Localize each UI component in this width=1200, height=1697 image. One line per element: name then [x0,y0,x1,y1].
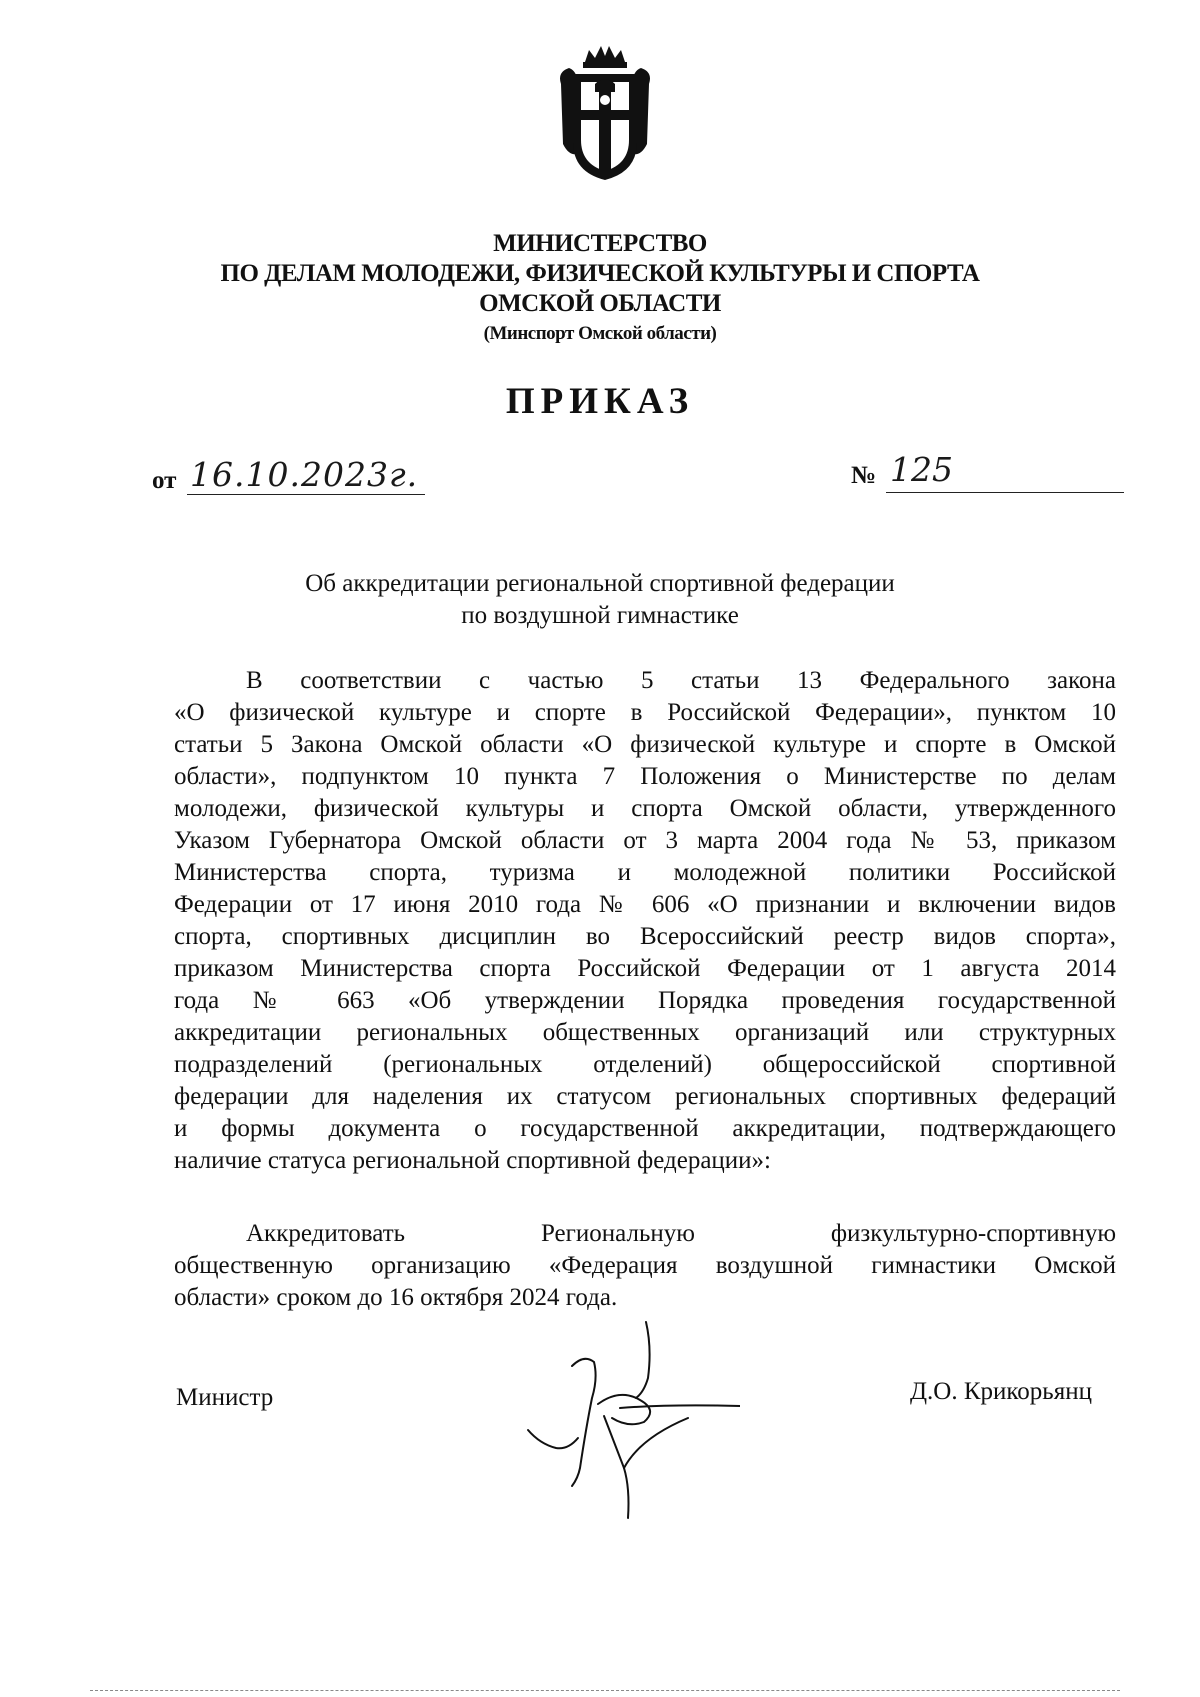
body-line: Федерации от 17 июня 2010 года № 606 «О признании и включении видов [174,891,1116,918]
subject-line1: Об аккредитации региональной спортивной федерации [305,570,895,597]
body-line: года № 663 «Об утверждении Порядка проведения государственной [174,987,1116,1014]
date-underline [187,494,425,495]
body-line: Указом Губернатора Омской области от 3 марта 2004 года № 53, приказом [174,827,1116,854]
body-line: Аккредитовать Региональную физкультурно-спортивную [246,1220,1116,1247]
document-type-title: ПРИКАЗ [505,381,695,422]
body-line: Министерства спорта, туризма и молодежной политики Российской [174,859,1116,886]
signer-name: Д.О. Крикорьянц [910,1378,1092,1405]
body-line: спорта, спортивных дисциплин во Всероссийский реестр видов спорта», [174,923,1116,950]
body-line: общественную организацию «Федерация воздушной гимнастики Омской [174,1252,1116,1279]
org-name-line1: МИНИСТЕРСТВО [493,230,707,257]
number-value: 125 [890,450,953,489]
body-line: области» сроком до 16 октября 2024 года. [174,1284,618,1311]
subject-line2: по воздушной гимнастике [461,602,739,629]
page-bottom-rule [90,1690,1120,1691]
body-line: и формы документа о государственной аккредитации, подтверждающего [174,1115,1116,1142]
body-line: В соответствии с частью 5 статьи 13 Федерального закона [246,667,1116,694]
date-label: от [152,467,177,494]
number-label: № [851,462,877,489]
org-name-line3: ОМСКОЙ ОБЛАСТИ [479,290,721,317]
body-line: области», подпунктом 10 пункта 7 Положения о Министерстве по делам [174,763,1116,790]
signer-role: Министр [176,1384,274,1411]
body-line: «О физической культуре и спорте в Российской Федерации», пунктом 10 [174,699,1116,726]
body-line: приказом Министерства спорта Российской Федерации от 1 августа 2014 [174,955,1116,982]
number-underline [886,492,1124,493]
body-line: наличие статуса региональной спортивной федерации»: [174,1147,771,1174]
org-name-line2: ПО ДЕЛАМ МОЛОДЕЖИ, ФИЗИЧЕСКОЙ КУЛЬТУРЫ И СПОРТА [220,260,980,287]
body-line: федерации для наделения их статусом региональных спортивных федераций [174,1083,1116,1110]
body-line: молодежи, физической культуры и спорта Омской области, утвержденного [174,795,1116,822]
org-short-name: (Минспорт Омской области) [483,323,717,344]
body-line: статьи 5 Закона Омской области «О физической культуре и спорте в Омской [174,731,1116,758]
body-line: подразделений (региональных отделений) общероссийской спортивной [174,1051,1116,1078]
coat-of-arms-icon [555,44,655,184]
body-line: аккредитации региональных общественных организаций или структурных [174,1019,1116,1046]
date-value: 16.10.2023г. [190,455,419,494]
handwritten-signature [520,1318,740,1523]
